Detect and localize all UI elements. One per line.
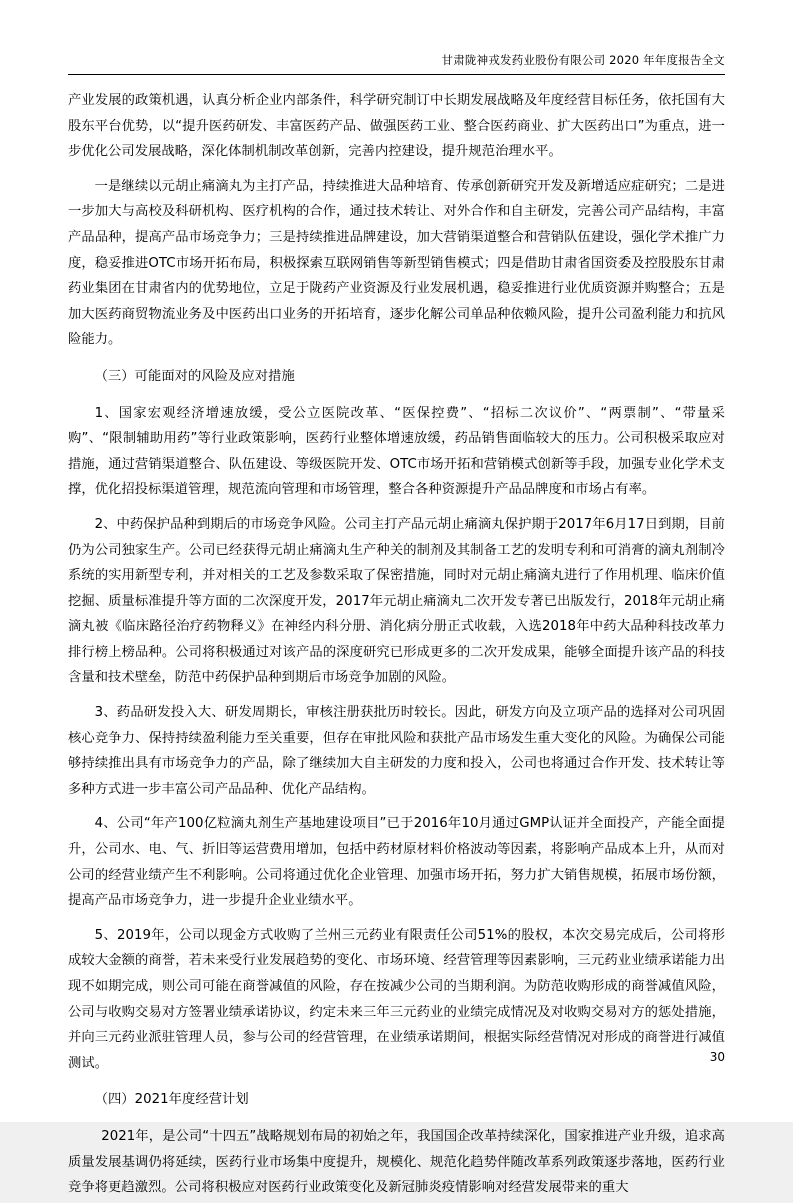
document-body bbox=[68, 88, 725, 1203]
paragraph-spacer bbox=[68, 916, 725, 923]
section-heading: （四）2021年度经营计划 bbox=[94, 1092, 249, 1108]
paragraph: 一是继续以元胡止痛滴丸为主打产品，持续推进大品种培育、传承创新研究开发及新增适应症研究；二是进一步加大与高校及科研机构、医疗机构的合作，通过技术转让、对外合作和自主研发，完善公司产品结构，丰富产品品种，提高产品市场竞争力；三是持续推进品牌建设，加大营销渠道整合和营销队伍建设，强化学术推广力度，稳妥推进OTC市场开拓布局，积极探索互联网销售等新型销售模式；四是借助甘肃省国资委及控股股东甘肃药业集团在甘肃省内的优势地位，立足于陇药产业资源及行业发展机遇，稳妥推进行业优质资源并购整合；五是加大医药商贸物流业务及中医药出口业务的开拓培育，逐步化解公司单品种依赖风险，提升公司盈利能力和抗风险能力。 bbox=[68, 178, 725, 348]
paragraph-spacer bbox=[68, 505, 725, 512]
paragraph-spacer bbox=[68, 1078, 725, 1087]
page-header: 甘肃陇神戎发药业股份有限公司 2020 年年度报告全文 bbox=[441, 53, 725, 67]
paragraph-spacer bbox=[68, 392, 725, 401]
paragraph-spacer bbox=[68, 167, 725, 174]
paragraph: 5、2019年，公司以现金方式收购了兰州三元药业有限责任公司51%的股权，本次交易完成后，公司将形成较大金额的商誉，若未来受行业发展趋势的变化、市场环境、经营管理等因素影响，三元药业业绩承诺能力出现不如期完成，则公司可能在商誉减值的风险，存在按减少公司的当期利润。为防范收购形成的商誉减值风险，公司与收购交易对方签署业绩承诺协议，约定未来三年三元药业的业绩完成情况及对收购交易对方的惩处措施，并向三元药业派驻管理人员，参与公司的经营管理，在业绩承诺期间，根据实际经营情况对形成的商誉进行减值测试。 bbox=[68, 927, 725, 1071]
paragraph: 3、药品研发投入大、研发周期长，审核注册获批历时较长。因此，研发方向及立项产品的选择对公司巩固核心竞争力、保持持续盈利能力至关重要，但存在审批风险和获批产品市场发生重大变化的风险。为确保公司能够持续推出具有市场竞争力的产品，除了继续加大自主研发的力度和投入，公司也将通过合作开发、技术转让等多种方式进一步丰富公司产品品种、优化产品结构。 bbox=[68, 705, 725, 797]
page-number: 30 bbox=[709, 1050, 725, 1064]
paragraph-spacer bbox=[68, 355, 725, 364]
paragraph: 4、公司“年产100亿粒滴丸剂生产基地建设项目”已于2016年10月通过GMP认证并全面投产，产能全面提升，公司水、电、气、折旧等运营费用增加，包括中药材原材料价格波动等因素，将影响产品成本上升，从而对公司的经营业绩产生不利影响。公司将通过优化企业管理、加强市场开拓，努力扩大销售规模，拓展市场份额，提高产品市场竞争力，进一步提升企业业绩水平。 bbox=[68, 816, 725, 909]
section-heading: （三）可能面对的风险及应对措施 bbox=[94, 368, 295, 384]
paragraph: 2、中药保护品种到期后的市场竞争风险。公司主打产品元胡止痛滴丸保护期于2017年6月17日到期，目前仍为公司独家生产。公司已经获得元胡止痛滴丸生产种关的制剂及其制备工艺的发明专利和可消膏的滴丸剂制冷系统的实用新型专利，并对相关的工艺及参数采取了保密措施，同时对元胡止痛滴丸进行了作用机理、临床价值挖掘、质量标准提升等方面的二次深度开发，2017年元胡止痛滴丸二次开发专著已出版发行，2018年元胡止痛滴丸被《临床路径治疗药物释义》在神经内科分册、消化病分册正式收载，入选2018年中药大品种科技改革力排行榜上榜品种。公司将积极通过对该产品的深度研究已形成更多的二次开发成果，能够全面提升该产品的科技含量和技术壁垒，防范中药保护品种到期后市场竞争加剧的风险。 bbox=[68, 516, 725, 686]
paragraph: 1、国家宏观经济增速放缓，受公立医院改革、“医保控费”、“招标二次议价”、“两票制”、“带量采购”、“限制辅助用药”等行业政策影响，医药行业整体增速放缓，药品销售面临较大的压力。公司积极采取应对措施，通过营销渠道整合、队伍建设、等级医院开发、OTC市场开拓和营销模式创新等手段，加强专业化学术支撑，优化招投标渠道管理，规范流向管理和市场管理，整合各种资源提升产品品牌度和市场占有率。 bbox=[68, 405, 725, 498]
paragraph-spacer bbox=[68, 1115, 725, 1124]
paragraph: 2021年，是公司“十四五”战略规划布局的初始之年，我国国企改革持续深化，国家推进产业升级，追求高质量发展基调仍将延续，医药行业市场集中度提升，规模化、规范化趋势伴随改革系列政策逐步落地，医药行业竞争将更趋激烈。公司将积极应对医药行业政策变化及新冠肺炎疫情影响对经营发展带来的重大 bbox=[68, 1128, 725, 1196]
paragraph: 产业发展的政策机遇，认真分析企业内部条件，科学研究制订中长期发展战略及年度经营目标任务，依托国有大股东平台优势，以“提升医药研发、丰富医药产品、做强医药工业、整合医药商业、扩大医药出口”为重点，进一步优化公司发展战略，深化体制机制改革创新，完善内控建设，提升规范治理水平。 bbox=[68, 93, 725, 160]
paragraph-spacer bbox=[68, 804, 725, 811]
paragraph-spacer bbox=[68, 693, 725, 700]
header-divider bbox=[68, 74, 725, 75]
